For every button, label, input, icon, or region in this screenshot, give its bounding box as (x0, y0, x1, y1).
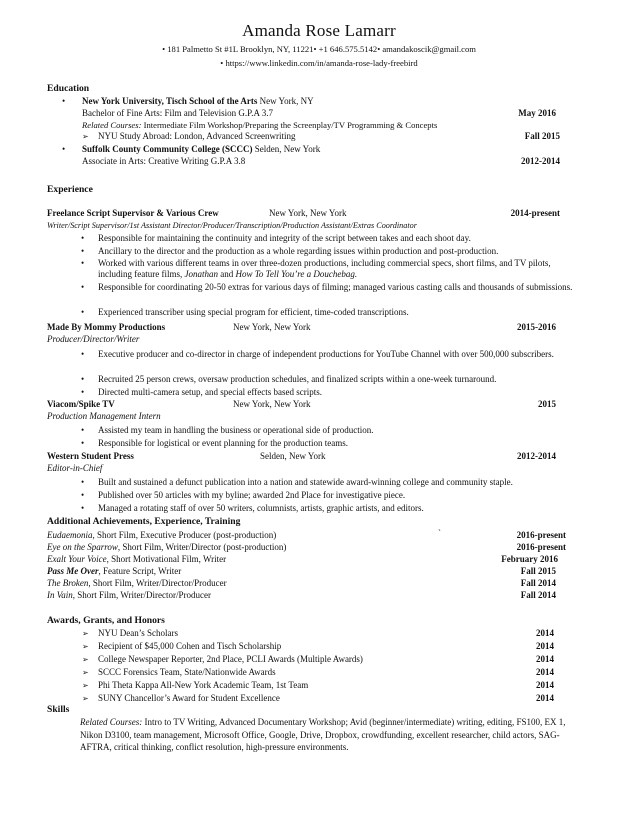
achievement-row (47, 542, 286, 553)
award-date: 2014 (536, 654, 554, 664)
achievement-date: 2016-present (516, 530, 566, 540)
job1-bullet-2: • Ancillary to the director and the production as a whole regarding issues within production and post-production. (98, 246, 578, 257)
job2-title: Made By Mommy Productions (47, 322, 166, 332)
candidate-name: Amanda Rose Lamarr (242, 21, 396, 40)
job4-bullet-3: • Managed a rotating staff of over 50 writers, columnists, artists, graphic artists, and editors. (98, 503, 578, 514)
achievement-title: Pass Me Over (47, 566, 99, 576)
nyu-abroad-date: Fall 2015 (524, 131, 560, 141)
job2-bullet-1: • Executive producer and co-director in charge of independent productions for YouTube Channel with over 500,000 subscribers. (98, 349, 578, 360)
awards-heading: Awards, Grants, and Honors (47, 615, 165, 626)
award-item: ➢ Recipient of $45,000 Cohen and Tisch Scholarship (98, 641, 281, 652)
job2-role: Producer/Director/Writer (47, 334, 140, 344)
nyu-school: New York University, Tisch School of the Arts (82, 96, 258, 106)
award-item: ➢ SUNY Chancellor’s Award for Student Excellence (98, 693, 280, 704)
job1-bullet-3-and: and (217, 269, 236, 279)
job3-bullet-1: • Assisted my team in handling the business or operational side of production. (98, 425, 578, 436)
job1-bullet-3 (98, 258, 578, 280)
experience-heading: Experience (47, 184, 93, 195)
nyu-date: May 2016 (518, 108, 556, 118)
skills-list: Intro to TV Writing, Advanced Documentary Workshop; Avid (beginner/intermediate) writing, editing, FS100, EX 1, Nikon D3100, team management, Microsoft Office, Google, Drive, Dropbox, crowdfunding, excellent researcher, child actors, SAG-AFTRA, critical thinking, conflict resolution, high-pressure environments. (80, 717, 566, 752)
job3-title: Viacom/Spike TV (47, 399, 115, 409)
award-date: 2014 (536, 641, 554, 651)
job3-role: Production Management Intern (47, 411, 161, 421)
nyu-location: New York, NY (259, 96, 314, 106)
education-sccc-entry (82, 144, 320, 155)
sccc-date: 2012-2014 (521, 156, 560, 166)
achievement-row (47, 566, 181, 577)
job3-bullet-2: • Responsible for logistical or event planning for the production teams. (98, 438, 578, 449)
achievement-row (47, 590, 211, 601)
job4-bullet-2: • Published over 50 articles with my byline; awarded 2nd Place for investigative piece. (98, 490, 578, 501)
achievement-date: Fall 2015 (520, 566, 556, 576)
education-heading: Education (47, 83, 90, 94)
education-nyu-entry (82, 96, 314, 107)
job2-location: New York, New York (233, 322, 311, 332)
contact-line-address: • 181 Palmetto St #1L Brooklyn, NY, 11221• +1 646.575.5142• amandakoscik@gmail.com (162, 44, 476, 54)
job1-bullet-3-text: Worked with various different teams in over three-dozen productions, including commercial specs, short films, and TV pilots, including feature films, (98, 258, 551, 279)
skills-text (80, 716, 572, 754)
achievement-detail: , Short Film, Writer/Director/Producer (72, 590, 211, 600)
achievement-row (47, 554, 226, 565)
achievement-detail: , Feature Script, Writer (98, 566, 182, 576)
achievement-row (47, 578, 227, 589)
achievement-date: Fall 2014 (520, 578, 556, 588)
award-item: ➢ NYU Dean’s Scholars (98, 628, 178, 639)
job1-date: 2014-present (510, 208, 560, 218)
achievement-title: Eye on the Sparrow (47, 542, 118, 552)
job1-role: Writer/Script Supervisor/1st Assistant Director/Producer/Transcription/Production Assistant/Extras Coordinator (47, 221, 417, 230)
award-item: ➢ Phi Theta Kappa All-New York Academic Team, 1st Team (98, 680, 308, 691)
achievement-title: The Broken (47, 578, 89, 588)
job1-location: New York, New York (269, 208, 347, 218)
sccc-location: Selden, New York (254, 144, 321, 154)
job4-location: Selden, New York (260, 451, 326, 461)
job4-title: Western Student Press (47, 451, 134, 461)
nyu-related-courses (82, 120, 437, 131)
job2-date: 2015-2016 (517, 322, 556, 332)
job2-bullet-3: • Directed multi-camera setup, and special effects based scripts. (98, 387, 578, 398)
achievement-row (47, 530, 276, 541)
job1-bullet-1: • Responsible for maintaining the continuity and integrity of the script between takes and each shoot day. (98, 233, 578, 244)
job4-bullet-1: • Built and sustained a defunct publication into a nation and statewide award-winning college and community staple. (98, 477, 578, 488)
achievement-date: 2016-present (516, 542, 566, 552)
job1-bullet-5: • Experienced transcriber using special program for efficient, time-coded transcriptions. (98, 307, 578, 318)
award-date: 2014 (536, 693, 554, 703)
skills-heading: Skills (47, 704, 70, 715)
achievement-detail: , Short Motivational Film, Writer (106, 554, 227, 564)
sccc-degree: Associate in Arts: Creative Writing G.P.A 3.8 (82, 156, 246, 166)
job2-bullet-2: • Recruited 25 person crews, oversaw production schedules, and finalized scripts within a one-week turnaround. (98, 374, 578, 385)
job4-date: 2012-2014 (517, 451, 556, 461)
achievement-detail: , Short Film, Writer/Director (post-production) (117, 542, 287, 552)
award-date: 2014 (536, 628, 554, 638)
achievements-heading: Additional Achievements, Experience, Training (47, 516, 241, 527)
achievement-detail: , Short Film, Writer/Director/Producer (88, 578, 227, 588)
skills-label: Related Courses: (80, 717, 143, 727)
job1-title: Freelance Script Supervisor & Various Crew (47, 208, 219, 218)
job1-bullet-4: • Responsible for coordinating 20-50 extras for various days of filming; managed various casting calls and thousands of submissions. (98, 282, 578, 293)
nyu-courses-text: Intermediate Film Workshop/Preparing the Screenplay/TV Programming & Concepts (141, 120, 438, 130)
achievement-date: February 2016 (501, 554, 558, 564)
achievement-title: In Vain (47, 590, 73, 600)
achievement-date: Fall 2014 (520, 590, 556, 600)
achievement-title: Exalt Your Voice (47, 554, 107, 564)
award-date: 2014 (536, 667, 554, 677)
contact-line-linkedin: • https://www.linkedin.com/in/amanda-rose-lady-freebird (220, 58, 418, 68)
job4-role: Editor-in-Chief (47, 463, 103, 473)
nyu-degree: Bachelor of Fine Arts: Film and Television G.P.A 3.7 (82, 108, 273, 118)
achievement-title: Eudaemonia (47, 530, 93, 540)
job3-date: 2015 (538, 399, 556, 409)
achievement-detail: , Short Film, Executive Producer (post-production) (92, 530, 277, 540)
job3-location: New York, New York (233, 399, 311, 409)
stray-backtick: ` (438, 528, 441, 538)
job1-film-douchebag: How To Tell You’re a Douchebag. (235, 269, 358, 279)
sccc-school: Suffolk County Community College (SCCC) (82, 144, 253, 154)
job1-film-jonathan: Jonathan (184, 269, 218, 279)
award-date: 2014 (536, 680, 554, 690)
award-item: ➢ SCCC Forensics Team, State/Nationwide Awards (98, 667, 276, 678)
award-item: ➢ College Newspaper Reporter, 2nd Place, PCLI Awards (Multiple Awards) (98, 654, 363, 665)
nyu-study-abroad: ➢ NYU Study Abroad: London, Advanced Screenwriting (98, 131, 295, 142)
nyu-courses-label: Related Courses: (82, 120, 142, 130)
